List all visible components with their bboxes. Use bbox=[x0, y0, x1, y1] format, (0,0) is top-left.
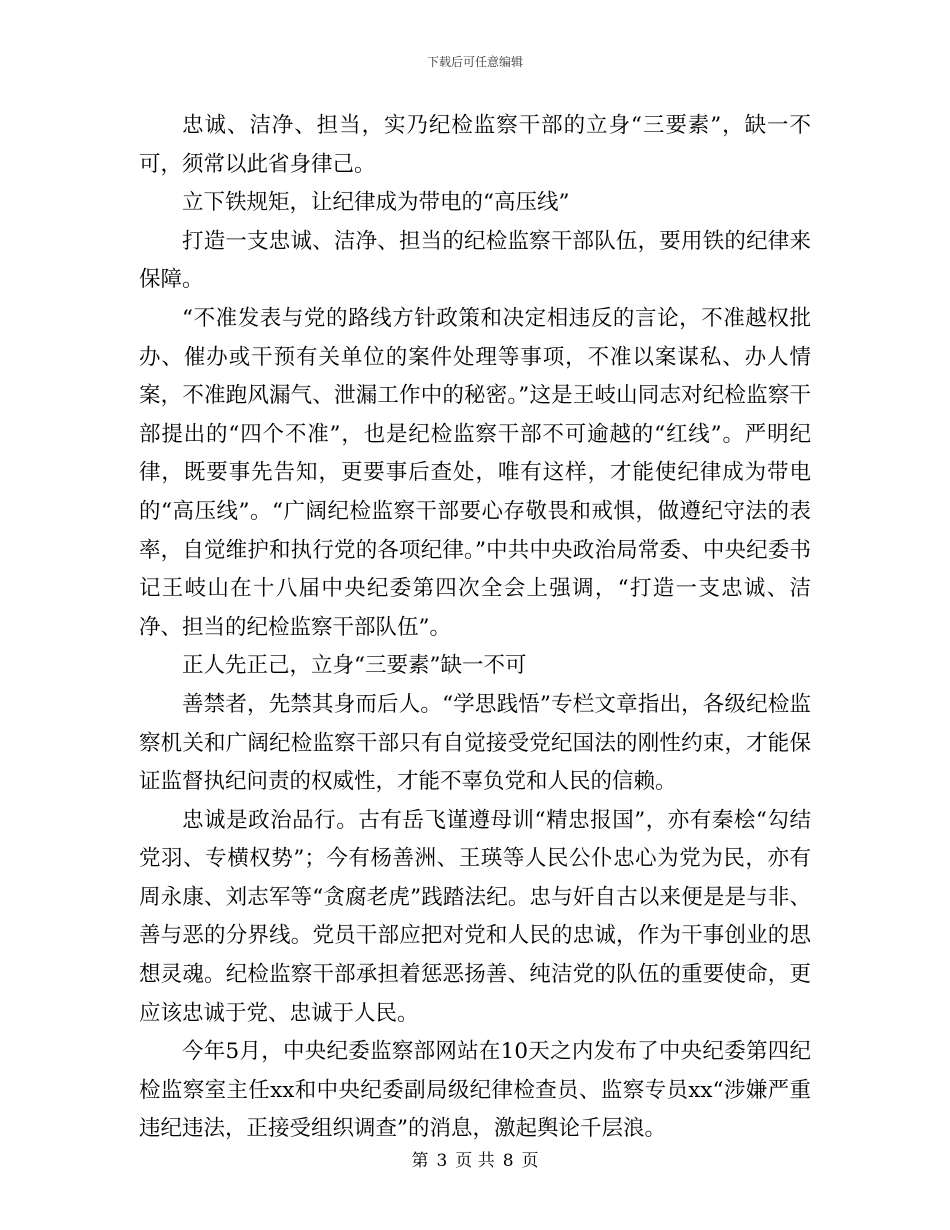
page-footer bbox=[0, 1150, 950, 1172]
page-header: 下载后可任意编辑 bbox=[426, 55, 523, 69]
paragraph: 善禁者，先禁其身而后人。“学思践悟”专栏文章指出，各级纪检监察机关和广阔纪检监察干部只有自觉接受党纪国法的刚性约束，才能保证监督执纪问责的权威性，才能不辜负党和人民的信赖。 bbox=[139, 691, 811, 795]
section-heading: 正人先正己，立身“三要素”缺一不可 bbox=[182, 653, 527, 679]
paragraph: 忠诚、洁净、担当，实乃纪检监察干部的立身“三要素”，缺一不可，须常以此省身律己。 bbox=[139, 113, 811, 177]
section-heading: 立下铁规矩，让纪律成为带电的“高压线” bbox=[182, 190, 570, 216]
footer-prefix: 第 bbox=[411, 1151, 429, 1171]
total-page-count: 8 bbox=[502, 1151, 514, 1171]
footer-middle: 页 共 bbox=[455, 1151, 495, 1171]
paragraph: “不准发表与党的路线方针政策和决定相违反的言论，不准越权批办、催办或干预有关单位的案件处理等事项，不准以案谋私、办人情案，不准跑风漏气、泄漏工作中的秘密。”这是王岐山同志对纪检监察干部提出的“四个不准”，也是纪检监察干部不可逾越的“红线”。严明纪律，既要事先告知，更要事后查处，唯有这样，才能使纪律成为带电的“高压线”。“广阔纪检监察干部要心存敬畏和戒惧，做遵纪守法的表率，自觉维护和执行党的各项纪律。”中共中央政治局常委、中央纪委书记王岐山在十八届中央纪委第四次全会上强调，“打造一支忠诚、洁净、担当的纪检监察干部队伍”。 bbox=[139, 305, 811, 640]
current-page-number: 3 bbox=[436, 1151, 448, 1171]
paragraph: 打造一支忠诚、洁净、担当的纪检监察干部队伍，要用铁的纪律来保障。 bbox=[139, 228, 811, 293]
paragraph: 今年5月，中央纪委监察部网站在10天之内发布了中央纪委第四纪检监察室主任xx和中央纪委副局级纪律检查员、监察专员xx“涉嫌严重违纪违法，正接受组织调查”的消息，激起舆论千层浪。 bbox=[139, 1039, 811, 1142]
footer-suffix: 页 bbox=[521, 1151, 539, 1171]
paragraph: 忠诚是政治品行。古有岳飞谨遵母训“精忠报国”，亦有秦桧“勾结党羽、专横权势”；今有杨善洲、王瑛等人民公仆忠心为党为民，亦有周永康、刘志军等“贪腐老虎”践踏法纪。忠与奸自古以来便是是与非、善与恶的分界线。党员干部应把对党和人民的忠诚，作为干事创业的思想灵魂。纪检监察干部承担着惩恶扬善、纯洁党的队伍的重要使命，更应该忠诚于党、忠诚于人民。 bbox=[139, 807, 811, 1026]
document-body bbox=[139, 107, 811, 1149]
